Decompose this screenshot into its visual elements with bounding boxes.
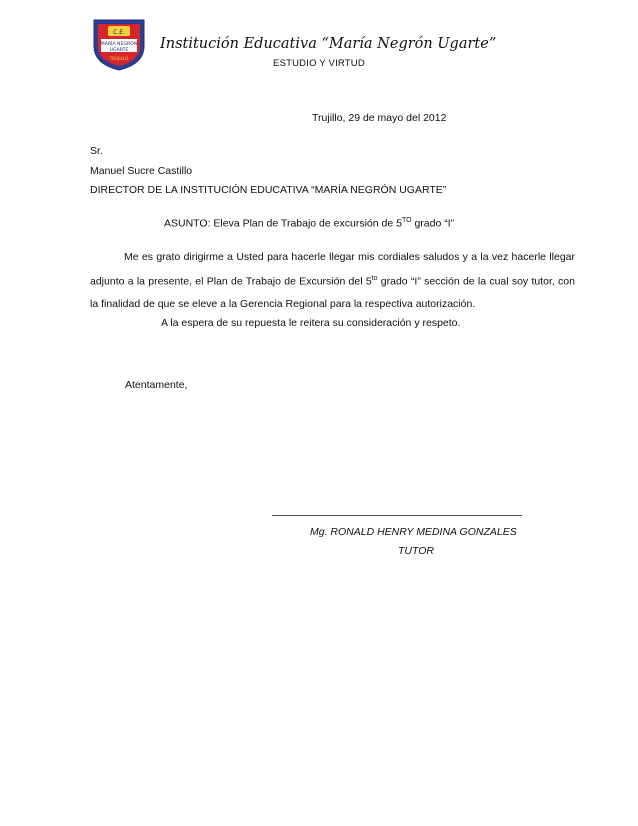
svg-text:UGARTE: UGARTE <box>109 48 129 53</box>
recipient-title: DIRECTOR DE LA INSTITUCIÓN EDUCATIVA “MARÍA NEGRÓN UGARTE” <box>90 184 447 196</box>
letter-body <box>90 246 575 315</box>
recipient-name: Manuel Sucre Castillo <box>90 165 193 177</box>
svg-text:MARÍA NEGRÓN: MARÍA NEGRÓN <box>100 42 138 47</box>
signatory-role: TUTOR <box>398 545 434 557</box>
letter-date: Trujillo, 29 de mayo del 2012 <box>312 112 447 124</box>
subject-line <box>164 214 454 231</box>
subject-suffix: grado “I” <box>411 217 455 230</box>
svg-text:C.E.: C.E. <box>113 29 125 36</box>
salutation: Sr. <box>90 145 103 157</box>
body-part-1: Me es grato dirigirme a Usted para hacerle llegar mis cordiales saludos y a la vez hacerle llegar adjunto a la presente, el Plan de Trabajo de Excursión del 5 <box>90 251 575 288</box>
farewell: Atentamente, <box>125 379 188 391</box>
body-part-2: grado “I” sección de la cual soy tutor, con la finalidad de que se eleve a la Gerencia Regional para la respectiva autorización. <box>90 275 575 310</box>
body-superscript: to <box>371 275 378 282</box>
svg-text:TRUJILLO: TRUJILLO <box>109 56 129 61</box>
institution-name: Institución Educativa “María Negrón Ugarte” <box>160 36 497 52</box>
signature-line <box>272 515 522 516</box>
institution-motto: ESTUDIO Y VIRTUD <box>273 58 365 69</box>
subject-prefix: ASUNTO: Eleva Plan de Trabajo de excursión de 5 <box>164 217 402 230</box>
subject-superscript: TO <box>401 217 412 224</box>
closing-sentence: A la espera de su repuesta le reitera su consideración y respeto. <box>161 317 461 329</box>
signatory-name: Mg. RONALD HENRY MEDINA GONZALES <box>310 526 517 538</box>
